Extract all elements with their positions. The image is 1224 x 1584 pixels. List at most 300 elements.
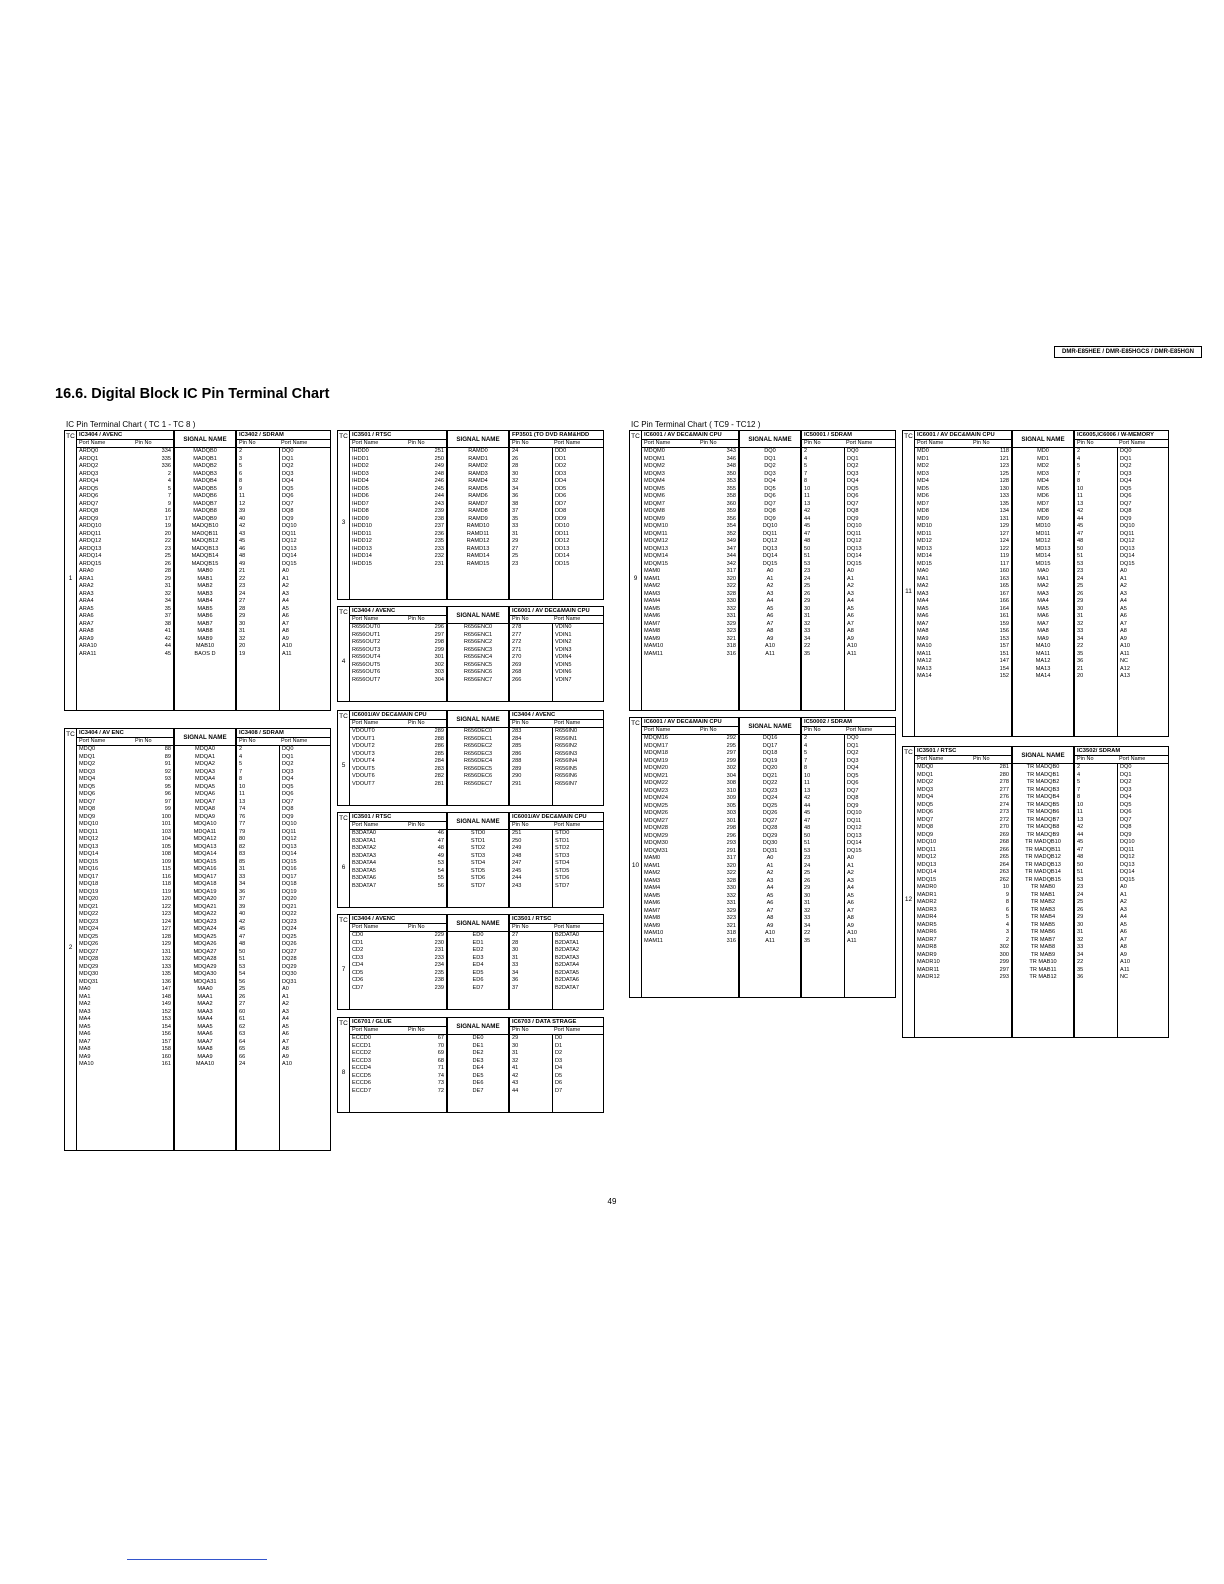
target-port-name: DQ23 [282, 918, 297, 925]
source-port-name: MDQM15 [644, 560, 668, 567]
target-port-name: DQ6 [282, 493, 294, 499]
target-port-name: DQ8 [847, 795, 859, 801]
source-pin-no: 302 [726, 765, 736, 771]
port-name-header: Port Name [352, 720, 379, 726]
table-row [350, 728, 603, 736]
target-pin-no: 22 [802, 643, 845, 651]
target-port-name: DD5 [555, 485, 567, 492]
source-pin-no: 360 [726, 500, 736, 507]
target-pin-no: 251 [510, 830, 553, 838]
source-port-name: CD5 [352, 969, 364, 976]
source-pin-no: 321 [726, 922, 736, 929]
table-row [915, 666, 1168, 674]
signal-name: DE2 [446, 1050, 510, 1058]
signal-name: RAMD7 [446, 501, 510, 509]
target-pin-no: 51 [802, 553, 845, 561]
ic-block-tc6 [337, 812, 604, 908]
source-pin-no: 330 [726, 598, 736, 604]
source-port-name: IHDD15 [352, 560, 372, 567]
target-pin-no: 36 [1075, 974, 1118, 982]
port-name-header: Port Name [554, 616, 581, 622]
source-port-name: MAM1 [644, 575, 661, 582]
source-pin-no: 124 [161, 918, 171, 925]
source-port-name: MDQ10 [917, 839, 937, 845]
source-port-name: MDQM19 [644, 757, 668, 764]
target-pin-no: 47 [237, 934, 280, 942]
signal-name: TR MAB5 [1011, 922, 1075, 930]
signal-name: RAMD11 [446, 531, 510, 539]
target-port-name: A6 [1120, 929, 1127, 935]
port-name-header: Port Name [1119, 440, 1146, 446]
tc-column [903, 747, 915, 1037]
signal-name: MD11 [1011, 531, 1075, 539]
table-row [350, 883, 603, 891]
source-pin-no: 245 [434, 485, 444, 492]
section-title: 16.6. Digital Block IC Pin Terminal Chart [55, 386, 330, 402]
source-pin-no: 302 [999, 944, 1009, 950]
signal-name: MAB10 [173, 643, 237, 651]
port-name-header: Port Name [352, 1027, 379, 1033]
source-port-name: MDQM6 [644, 493, 665, 499]
block-header [77, 431, 330, 448]
signal-name: A10 [738, 643, 802, 651]
target-port-name: B2DATA1 [555, 939, 580, 946]
target-port-name: B2DATA6 [555, 977, 580, 983]
source-port-name: ARA10 [79, 643, 97, 649]
source-port-name: MDQ7 [79, 798, 96, 805]
table-row [915, 937, 1168, 945]
source-ic-name: IC3501 / RTSC [915, 747, 1011, 756]
target-port-name: DQ12 [282, 836, 297, 842]
signal-name: MD8 [1011, 508, 1075, 516]
table-row [350, 1043, 603, 1051]
signal-name: STD6 [446, 875, 510, 883]
target-port-name: DQ2 [1120, 463, 1132, 469]
source-pin-no: 115 [162, 866, 171, 872]
table-row [77, 523, 330, 531]
target-port-name: B2DATA2 [555, 947, 580, 953]
target-pin-no: 8 [802, 478, 845, 486]
source-port-name: MA13 [917, 665, 932, 672]
table-row [915, 914, 1168, 922]
port-name-header: Port Name [644, 727, 671, 733]
signal-name-header: SIGNAL NAME [446, 711, 510, 727]
target-port-name: NC [1120, 658, 1129, 664]
signal-name-header: SIGNAL NAME [173, 431, 237, 447]
source-pin-no: 269 [999, 831, 1009, 838]
source-pin-no: 5 [167, 485, 171, 492]
target-port-name: D6 [555, 1080, 563, 1086]
target-port-name: DQ4 [282, 776, 294, 782]
signal-name: DE0 [446, 1035, 510, 1043]
target-port-name: NC [1120, 974, 1129, 980]
target-pin-no: 20 [237, 643, 280, 651]
target-pin-no: 51 [1075, 869, 1118, 877]
source-port-name: MA8 [79, 1046, 91, 1052]
signal-name: A9 [738, 636, 802, 644]
target-port-name: DQ9 [282, 515, 294, 522]
target-port-name: DQ0 [282, 746, 294, 752]
signal-name: DE4 [446, 1065, 510, 1073]
tc-column [630, 431, 642, 710]
target-pin-no: 266 [510, 677, 553, 685]
source-ic-name: IC3404 / AVENC [350, 607, 446, 616]
source-port-name: MDQM0 [644, 448, 665, 454]
target-pin-no: 31 [802, 900, 845, 908]
filler-pin [510, 788, 553, 805]
signal-name: TR MAB10 [1011, 959, 1075, 967]
signal-name: DQ16 [738, 735, 802, 743]
source-pin-no: 136 [161, 978, 171, 985]
source-port-name: MDQM18 [644, 750, 668, 756]
target-pin-no: 42 [237, 919, 280, 927]
target-port-name: A4 [282, 598, 289, 604]
signal-name: MDQA31 [173, 979, 237, 987]
target-port-name: DQ6 [847, 493, 859, 499]
signal-name: A8 [738, 628, 802, 636]
table-row [915, 538, 1168, 546]
target-pin-no: 10 [1075, 486, 1118, 494]
target-port-name: A6 [282, 613, 289, 619]
source-pin-no: 119 [162, 888, 171, 895]
target-pin-no: 25 [1075, 583, 1118, 591]
source-port-name: ARDQ14 [79, 553, 102, 559]
target-pin-no: 60 [237, 1009, 280, 1017]
signal-name: DQ24 [738, 795, 802, 803]
source-pin-no: 4 [1005, 921, 1009, 928]
target-port-name: DQ26 [282, 941, 297, 947]
signal-name: MD14 [1011, 553, 1075, 561]
table-row [77, 829, 330, 837]
source-port-name: IHDD1 [352, 455, 369, 462]
source-port-name: MDQM13 [644, 545, 668, 552]
target-pin-no: 82 [237, 844, 280, 852]
table-row [642, 885, 895, 893]
signal-name: MDQA11 [173, 829, 237, 837]
source-port-name: VDOUT1 [352, 735, 375, 742]
signal-name: MAA8 [173, 1046, 237, 1054]
signal-name: DQ10 [738, 523, 802, 531]
signal-name: MDQA13 [173, 844, 237, 852]
target-pin-no: 26 [1075, 907, 1118, 915]
target-pin-no: 34 [802, 923, 845, 931]
signal-name: A2 [738, 583, 802, 591]
signal-name: MD10 [1011, 523, 1075, 531]
source-pin-no: 4 [167, 478, 171, 484]
source-ic-name: IC6701 / GLUE [350, 1018, 446, 1027]
pin-no-header: Pin No [1077, 440, 1094, 446]
table-row [77, 784, 330, 792]
table-row [915, 523, 1168, 531]
pin-no-header: Pin No [512, 720, 529, 726]
table-row [350, 743, 603, 751]
source-pin-no: 301 [726, 817, 736, 824]
signal-name: STD4 [446, 860, 510, 868]
source-pin-no: 274 [999, 801, 1009, 808]
source-pin-no: 35 [164, 605, 171, 612]
source-port-name: MD13 [917, 545, 932, 552]
target-pin-no: 43 [510, 1080, 553, 1088]
tc-number: 10 [631, 861, 640, 869]
target-pin-no: 33 [237, 874, 280, 882]
signal-name: MAA2 [173, 1001, 237, 1009]
target-pin-no: 8 [1075, 478, 1118, 486]
source-pin-no: 34 [164, 598, 171, 604]
signal-name: R656ENC4 [446, 654, 510, 662]
target-ic-header [237, 729, 330, 745]
source-pin-no: 304 [726, 772, 736, 779]
signal-name: A1 [738, 576, 802, 584]
source-pin-no: 317 [726, 855, 736, 861]
target-pin-no: 25 [237, 986, 280, 994]
source-port-name: MDQ15 [79, 858, 99, 865]
source-port-name: B3DATA0 [352, 830, 377, 836]
target-port-name: A8 [282, 628, 289, 634]
table-row [77, 463, 330, 471]
tc-number: 1 [68, 574, 73, 582]
pin-no-header: Pin No [700, 440, 717, 446]
table-row [642, 930, 895, 938]
signal-name: R656DEC5 [446, 766, 510, 774]
target-pin-no: 11 [802, 493, 845, 501]
source-ic-name: IC3404 / AVENC [77, 431, 173, 440]
source-port-name: IHDD5 [352, 485, 369, 492]
target-port-name: DD10 [555, 523, 570, 529]
table-row [350, 1058, 603, 1066]
target-pin-no: 278 [510, 624, 553, 632]
source-port-name: ECCD3 [352, 1057, 371, 1064]
source-pin-no: 335 [161, 455, 171, 462]
target-port-name: DQ15 [282, 858, 297, 865]
source-port-name: ARA1 [79, 575, 94, 582]
filler-pin [510, 992, 553, 1009]
source-pin-no: 127 [999, 530, 1009, 537]
target-port-name: DD9 [555, 515, 567, 522]
target-pin-no: 13 [237, 799, 280, 807]
target-port-name: D2 [555, 1050, 563, 1056]
signal-name: R656ENC0 [446, 624, 510, 632]
block-header [77, 729, 330, 746]
signal-name-header: SIGNAL NAME [173, 729, 237, 745]
source-pin-no: 355 [726, 485, 736, 492]
target-port-name: DQ11 [282, 828, 297, 835]
signal-name: MDQA27 [173, 949, 237, 957]
source-ic-header [350, 1018, 446, 1034]
target-port-name: B2DATA0 [555, 932, 580, 938]
source-pin-no: 282 [434, 773, 444, 779]
target-pin-no: 2 [1075, 764, 1118, 772]
target-port-name: DQ8 [282, 508, 294, 514]
source-port-name: MDQ10 [79, 821, 99, 827]
signal-name: MDQA25 [173, 934, 237, 942]
signal-name: MA10 [1011, 643, 1075, 651]
target-pin-no: 32 [237, 636, 280, 644]
signal-name: TR MAB2 [1011, 899, 1075, 907]
target-port-name: DQ14 [847, 553, 862, 559]
source-port-name: MA4 [917, 598, 929, 604]
source-pin-no: 277 [999, 786, 1009, 793]
target-port-name: A10 [282, 643, 292, 649]
target-pin-no: 45 [1075, 839, 1118, 847]
signal-name: A0 [738, 568, 802, 576]
signal-name: MDQA18 [173, 881, 237, 889]
target-port-name: DQ4 [847, 765, 859, 771]
source-port-name: MDQ6 [79, 791, 96, 797]
table-row [77, 493, 330, 501]
source-port-name: MDQ24 [79, 926, 99, 932]
signal-name: R656ENC6 [446, 669, 510, 677]
source-port-name: MADR1 [917, 891, 937, 898]
table-row [77, 979, 330, 987]
signal-name: RAMD8 [446, 508, 510, 516]
table-row [77, 643, 330, 651]
filler-signal [738, 945, 802, 997]
target-pin-no: 5 [237, 463, 280, 471]
tc-label: TC [339, 815, 348, 822]
target-pin-no: 25 [802, 870, 845, 878]
source-port-name: MDQM31 [644, 847, 668, 854]
tc-number: 8 [341, 1069, 346, 1076]
signal-name: DQ12 [738, 538, 802, 546]
source-pin-no: 105 [161, 843, 171, 850]
signal-name: TR MADQB9 [1011, 832, 1075, 840]
table-row [77, 904, 330, 912]
source-pin-no: 135 [161, 971, 171, 977]
signal-name: MA3 [1011, 591, 1075, 599]
target-pin-no: 53 [1075, 561, 1118, 569]
table-row [642, 810, 895, 818]
target-pin-no: 5 [802, 750, 845, 758]
target-port-name: DQ5 [1120, 485, 1132, 492]
filler-left [350, 1095, 446, 1112]
source-port-name: MDQ2 [79, 761, 96, 767]
port-name-header: Port Name [554, 720, 581, 726]
target-column-headers [802, 440, 895, 447]
source-port-name: MAM10 [644, 643, 664, 649]
source-pin-no: 285 [434, 750, 444, 757]
target-column-headers [237, 738, 330, 745]
target-pin-no: 83 [237, 851, 280, 859]
source-pin-no: 272 [999, 816, 1009, 823]
filler-signal [446, 890, 510, 907]
block-header [350, 431, 603, 448]
source-pin-no: 130 [999, 485, 1009, 492]
source-port-name: MDQ3 [917, 786, 934, 793]
target-port-name: DD0 [555, 448, 567, 454]
table-row [77, 516, 330, 524]
target-pin-no: 31 [1075, 613, 1118, 621]
source-port-name: CD1 [352, 939, 364, 946]
pin-no-header: Pin No [512, 822, 529, 828]
target-port-name: DQ14 [1120, 869, 1135, 875]
target-pin-no: 268 [510, 669, 553, 677]
target-port-name: A7 [1120, 936, 1127, 943]
target-pin-no: 4 [1075, 456, 1118, 464]
table-row [915, 824, 1168, 832]
table-row [350, 553, 603, 561]
target-pin-no: 19 [237, 651, 280, 659]
target-pin-no: 53 [802, 561, 845, 569]
block-header [350, 607, 603, 624]
signal-name: MDQA28 [173, 956, 237, 964]
signal-name: MDQA7 [173, 799, 237, 807]
target-pin-no: 35 [1075, 651, 1118, 659]
target-port-name: DQ15 [1120, 560, 1135, 567]
target-pin-no: 24 [802, 863, 845, 871]
target-port-name: DQ15 [1120, 876, 1135, 883]
source-pin-no: 232 [434, 553, 444, 559]
table-row [642, 795, 895, 803]
source-port-name: MA3 [917, 590, 929, 597]
target-pin-no: 24 [1075, 892, 1118, 900]
table-row [642, 448, 895, 456]
source-pin-no: 117 [1000, 560, 1009, 567]
source-port-name: MAM11 [644, 650, 663, 657]
filler-left [77, 1069, 173, 1151]
source-port-name: ARDQ0 [79, 448, 99, 454]
filler-signal [446, 788, 510, 805]
signal-name-header: SIGNAL NAME [446, 607, 510, 623]
target-port-name: DQ8 [1120, 508, 1132, 514]
target-port-name: A1 [1120, 575, 1127, 582]
target-port-name: A5 [847, 892, 854, 899]
table-row [642, 523, 895, 531]
ic-block-tc11 [902, 430, 1169, 737]
table-row [350, 624, 603, 632]
table-row [915, 854, 1168, 862]
target-port-name: DQ25 [282, 933, 297, 940]
target-pin-no: 45 [1075, 523, 1118, 531]
target-ic-header [510, 431, 603, 447]
signal-name: MA2 [1011, 583, 1075, 591]
table-row [642, 621, 895, 629]
source-pin-no: 20 [164, 530, 171, 537]
tc-label: TC [339, 1020, 348, 1027]
target-pin-no: 247 [510, 860, 553, 868]
filler-signal [446, 992, 510, 1009]
signal-column-filler [77, 1069, 330, 1151]
signal-name-header: SIGNAL NAME [738, 431, 802, 447]
source-pin-no: 19 [164, 523, 171, 529]
source-port-name: MA8 [917, 628, 929, 634]
table-row [350, 456, 603, 464]
source-ic-header [350, 813, 446, 829]
target-port-name: R656IN6 [555, 773, 578, 779]
table-row [350, 478, 603, 486]
target-port-name: A0 [847, 855, 854, 861]
target-port-name: DQ28 [282, 956, 297, 962]
source-port-name: MA2 [917, 583, 929, 589]
source-port-name: MA6 [79, 1031, 91, 1037]
source-pin-no: 349 [726, 538, 736, 544]
target-pin-no: 34 [237, 881, 280, 889]
signal-name: TR MADQB2 [1011, 779, 1075, 787]
chart-caption-right: IC Pin Terminal Chart ( TC9 - TC12 ) [631, 420, 761, 429]
source-port-name: CD3 [352, 954, 364, 961]
table-row [915, 952, 1168, 960]
source-pin-no: 234 [434, 962, 444, 968]
source-pin-no: 163 [999, 575, 1009, 582]
table-row [915, 787, 1168, 795]
port-name-header: Port Name [554, 822, 581, 828]
source-pin-no: 300 [999, 951, 1009, 958]
source-port-name: MDQM8 [644, 508, 665, 514]
target-pin-no: 26 [1075, 591, 1118, 599]
table-row [350, 1035, 603, 1043]
signal-column-filler [350, 992, 603, 1009]
target-pin-no: 4 [237, 754, 280, 762]
source-pin-no: 152 [999, 673, 1009, 679]
